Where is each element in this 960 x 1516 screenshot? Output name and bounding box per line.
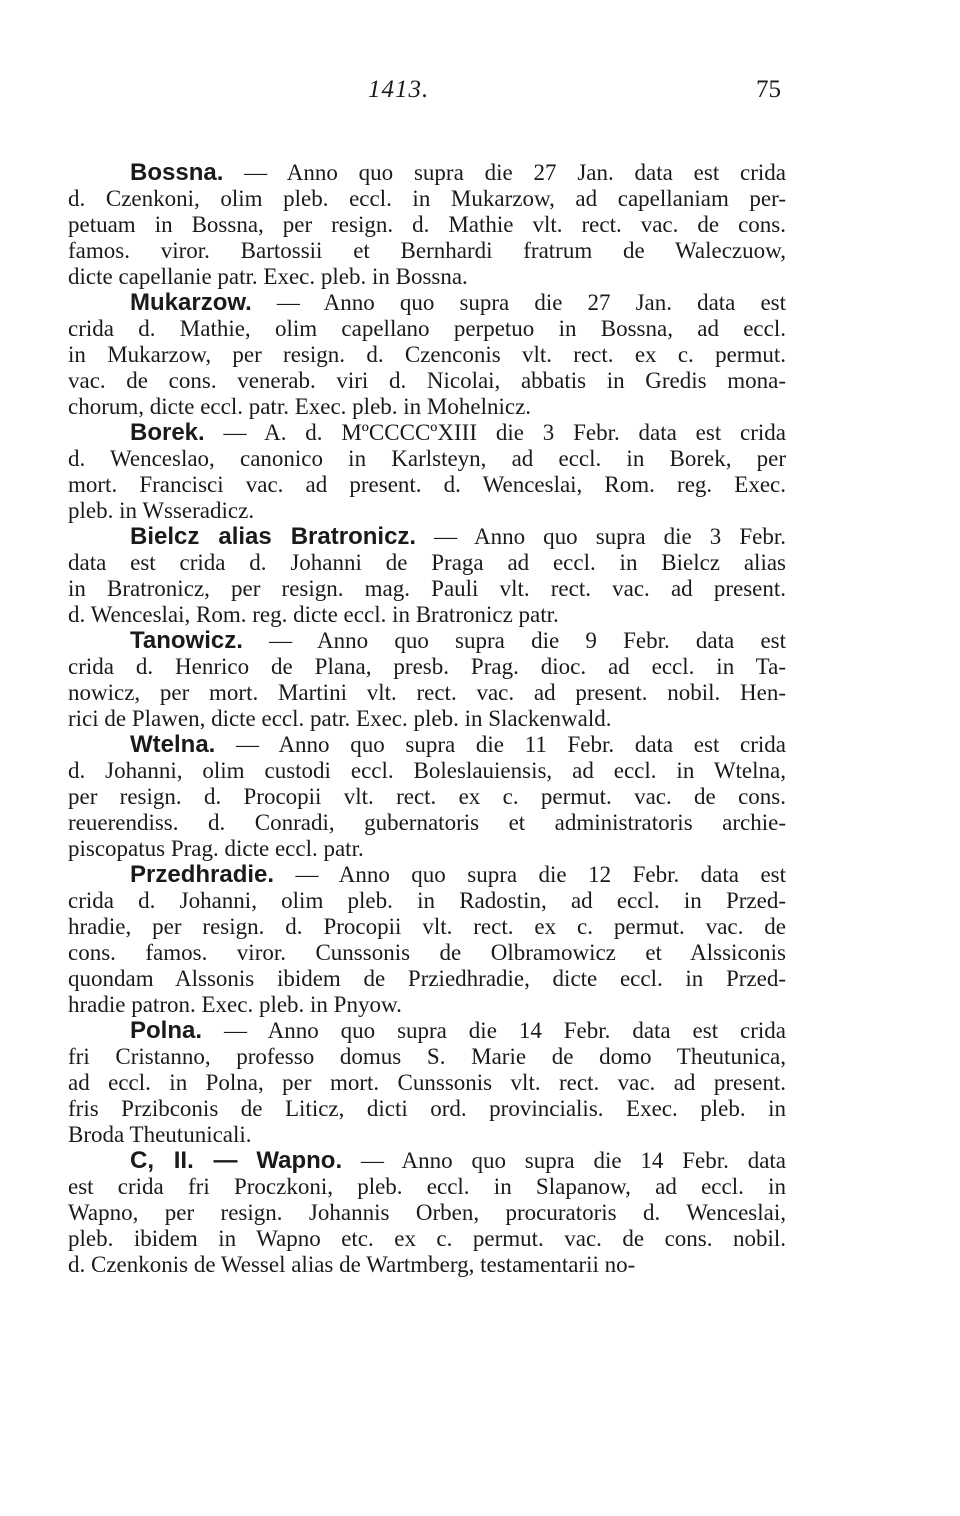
entry-heading: Borek. <box>130 419 205 446</box>
line-text: petuam in Bossna, per resign. d. Mathie vlt. rect. vac. de cons. <box>68 212 786 237</box>
text-line <box>68 1018 786 1044</box>
line-text: d. Johanni, olim custodi eccl. Boleslauiensis, ad eccl. in Wtelna, <box>68 758 786 783</box>
record-entry <box>68 290 786 420</box>
record-entry <box>68 160 786 290</box>
line-text: — Anno quo supra die 9 Febr. data est <box>269 628 786 653</box>
text-line <box>68 576 786 602</box>
text-line <box>68 706 786 732</box>
text-line <box>68 628 786 654</box>
line-text: — Anno quo supra die 3 Febr. <box>434 524 787 549</box>
text-line <box>68 524 786 550</box>
line-text: Broda Theutunicali. <box>68 1122 252 1147</box>
line-text: cons. famos. viror. Cunssonis de Olbramowicz et Alssiconis <box>68 940 786 965</box>
entry-heading: Mukarzow. <box>130 289 252 316</box>
page-number: 75 <box>756 76 781 103</box>
line-text: vac. de cons. venerab. viri d. Nicolai, abbatis in Gredis mona- <box>68 368 786 393</box>
line-text: hradie, per resign. d. Procopii vlt. rect. ex c. permut. vac. de <box>68 914 786 939</box>
line-text: d. Czenkoni, olim pleb. eccl. in Mukarzow, ad capellaniam per- <box>68 186 786 211</box>
record-entry <box>68 862 786 1018</box>
line-text: quondam Alssonis ibidem de Prziedhradie, dicte eccl. in Przed- <box>68 966 786 991</box>
running-head <box>0 70 960 110</box>
text-line <box>68 940 786 966</box>
document-body <box>68 160 786 1278</box>
text-line <box>68 1200 786 1226</box>
text-line <box>68 186 786 212</box>
line-text: — Anno quo supra die 14 Febr. data <box>360 1148 787 1173</box>
record-entry <box>68 420 786 524</box>
entry-heading: Polna. <box>130 1017 203 1044</box>
entry-heading: Przedhradie. <box>130 861 275 888</box>
record-entry <box>68 732 786 862</box>
text-line <box>68 784 786 810</box>
running-head-year: 1413. <box>368 76 430 103</box>
text-line <box>68 810 786 836</box>
marginal-reference: C, II. — <box>130 1147 238 1174</box>
line-text: chorum, dicte eccl. patr. Exec. pleb. in Mohelnicz. <box>68 394 532 419</box>
text-line <box>68 966 786 992</box>
line-text: d. Czenkonis de Wessel alias de Wartmberg, testamentarii no- <box>68 1252 636 1277</box>
text-line <box>68 420 786 446</box>
entry-heading: Bielcz alias Bratronicz. <box>130 523 417 550</box>
text-line <box>68 862 786 888</box>
line-text: — Anno quo supra die 12 Febr. data est <box>295 862 786 887</box>
text-line <box>68 264 786 290</box>
text-line <box>68 758 786 784</box>
line-text: dicte capellanie patr. Exec. pleb. in Bossna. <box>68 264 468 289</box>
text-line <box>68 602 786 628</box>
line-text: reuerendiss. d. Conradi, gubernatoris et administratoris archie- <box>68 810 786 835</box>
line-text: per resign. d. Procopii vlt. rect. ex c. permut. vac. de cons. <box>68 784 786 809</box>
text-line <box>68 1070 786 1096</box>
line-text: est crida fri Proczkoni, pleb. eccl. in Slapanow, ad eccl. in <box>68 1174 786 1199</box>
text-line <box>68 550 786 576</box>
line-text: mort. Francisci vac. ad present. d. Wenceslai, Rom. reg. Exec. <box>68 472 786 497</box>
text-line <box>68 680 786 706</box>
line-text: fri Cristanno, professo domus S. Marie de domo Theutunica, <box>68 1044 786 1069</box>
line-text: nowicz, per mort. Martini vlt. rect. vac. ad present. nobil. Hen- <box>68 680 786 705</box>
line-text: crida d. Mathie, olim capellano perpetuo in Bossna, ad eccl. <box>68 316 786 341</box>
line-text: hradie patron. Exec. pleb. in Pnyow. <box>68 992 402 1017</box>
text-line <box>68 472 786 498</box>
line-text: in Mukarzow, per resign. d. Czenconis vlt. rect. ex c. permut. <box>68 342 786 367</box>
text-line <box>68 888 786 914</box>
line-text: pleb. in Wsseradicz. <box>68 498 255 523</box>
text-line <box>68 316 786 342</box>
text-line <box>68 368 786 394</box>
line-text: — Anno quo supra die 27 Jan. data est <box>276 290 786 315</box>
line-text: ad eccl. in Polna, per mort. Cunssonis vlt. rect. vac. ad present. <box>68 1070 786 1095</box>
entry-heading: Wapno. <box>256 1147 343 1174</box>
record-entry <box>68 628 786 732</box>
line-text: — Anno quo supra die 11 Febr. data est crida <box>236 732 787 757</box>
text-line <box>68 654 786 680</box>
text-line <box>68 1174 786 1200</box>
text-line <box>68 238 786 264</box>
text-line <box>68 498 786 524</box>
line-text: pleb. ibidem in Wapno etc. ex c. permut. vac. de cons. nobil. <box>68 1226 786 1251</box>
line-text: d. Wenceslai, Rom. reg. dicte eccl. in Bratronicz patr. <box>68 602 559 627</box>
text-line <box>68 732 786 758</box>
record-entry <box>68 524 786 628</box>
line-text: — Anno quo supra die 14 Febr. data est crida <box>223 1018 786 1043</box>
entry-heading: Wtelna. <box>130 731 216 758</box>
record-entry <box>68 1018 786 1148</box>
line-text: in Bratronicz, per resign. mag. Pauli vlt. rect. vac. ad present. <box>68 576 786 601</box>
text-line <box>68 290 786 316</box>
text-line <box>68 446 786 472</box>
text-line <box>68 160 786 186</box>
text-line <box>68 212 786 238</box>
line-text: rici de Plawen, dicte eccl. patr. Exec. pleb. in Slackenwald. <box>68 706 612 731</box>
text-line <box>68 836 786 862</box>
text-line <box>68 914 786 940</box>
text-line <box>68 1148 786 1174</box>
text-line <box>68 992 786 1018</box>
line-text: famos. viror. Bartossii et Bernhardi fratrum de Waleczuow, <box>68 238 786 263</box>
line-text: crida d. Johanni, olim pleb. in Radostin, ad eccl. in Przed- <box>68 888 786 913</box>
text-line <box>68 1226 786 1252</box>
text-line <box>68 394 786 420</box>
text-line <box>68 1096 786 1122</box>
line-text: — A. d. MºCCCCºXIII die 3 Febr. data est crida <box>223 420 786 445</box>
text-line <box>68 342 786 368</box>
line-text: piscopatus Prag. dicte eccl. patr. <box>68 836 364 861</box>
entry-heading: Bossna. <box>130 159 224 186</box>
line-text: — Anno quo supra die 27 Jan. data est crida <box>244 160 786 185</box>
entry-heading: Tanowicz. <box>130 627 243 654</box>
line-text: fris Przibconis de Liticz, dicti ord. provincialis. Exec. pleb. in <box>68 1096 786 1121</box>
text-line <box>68 1122 786 1148</box>
record-entry <box>68 1148 786 1278</box>
text-line <box>68 1044 786 1070</box>
line-text: crida d. Henrico de Plana, presb. Prag. dioc. ad eccl. in Ta- <box>68 654 786 679</box>
text-line <box>68 1252 786 1278</box>
line-text: Wapno, per resign. Johannis Orben, procuratoris d. Wenceslai, <box>68 1200 786 1225</box>
line-text: data est crida d. Johanni de Praga ad eccl. in Bielcz alias <box>68 550 786 575</box>
line-text: d. Wenceslao, canonico in Karlsteyn, ad eccl. in Borek, per <box>68 446 786 471</box>
